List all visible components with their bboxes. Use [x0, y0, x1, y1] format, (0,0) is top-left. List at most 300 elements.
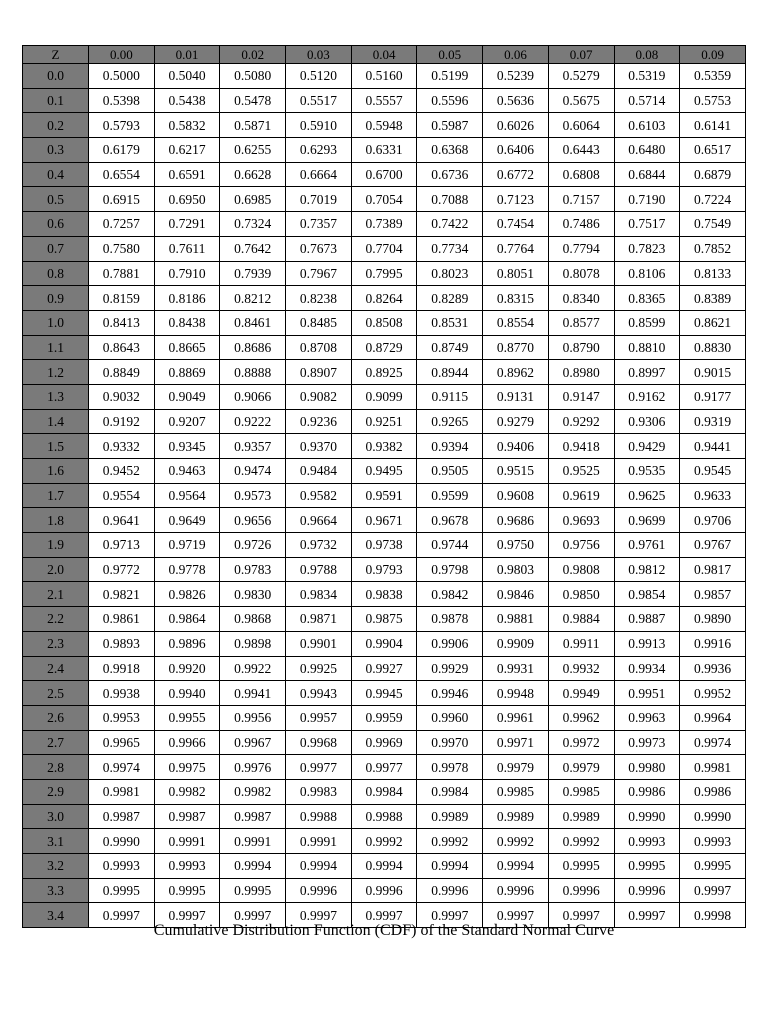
probability-cell: 0.9826 — [154, 582, 220, 607]
probability-cell: 0.9693 — [548, 508, 614, 533]
probability-cell: 0.8078 — [548, 261, 614, 286]
probability-cell: 0.5517 — [286, 88, 352, 113]
probability-cell: 0.6879 — [680, 162, 746, 187]
probability-cell: 0.9997 — [154, 903, 220, 928]
probability-cell: 0.9738 — [351, 533, 417, 558]
probability-cell: 0.8315 — [483, 286, 549, 311]
table-row — [23, 656, 746, 681]
z-column-header: Z — [23, 46, 89, 64]
z-value-cell: 2.7 — [23, 730, 89, 755]
probability-cell: 0.6217 — [154, 138, 220, 163]
probability-cell: 0.8869 — [154, 360, 220, 385]
probability-cell: 0.7324 — [220, 212, 286, 237]
probability-cell: 0.9911 — [548, 631, 614, 656]
probability-cell: 0.5398 — [89, 88, 155, 113]
probability-cell: 0.7123 — [483, 187, 549, 212]
probability-cell: 0.9671 — [351, 508, 417, 533]
z-value-cell: 0.6 — [23, 212, 89, 237]
probability-cell: 0.9207 — [154, 409, 220, 434]
probability-cell: 0.9951 — [614, 681, 680, 706]
probability-cell: 0.6331 — [351, 138, 417, 163]
probability-cell: 0.8944 — [417, 360, 483, 385]
probability-cell: 0.9949 — [548, 681, 614, 706]
column-header: 0.07 — [548, 46, 614, 64]
column-header: 0.09 — [680, 46, 746, 64]
z-value-cell: 1.4 — [23, 409, 89, 434]
probability-cell: 0.5636 — [483, 88, 549, 113]
probability-cell: 0.9535 — [614, 459, 680, 484]
probability-cell: 0.9986 — [614, 779, 680, 804]
probability-cell: 0.9265 — [417, 409, 483, 434]
probability-cell: 0.9864 — [154, 607, 220, 632]
probability-cell: 0.9920 — [154, 656, 220, 681]
probability-cell: 0.9906 — [417, 631, 483, 656]
probability-cell: 0.9936 — [680, 656, 746, 681]
probability-cell: 0.9904 — [351, 631, 417, 656]
probability-cell: 0.9893 — [89, 631, 155, 656]
probability-cell: 0.9968 — [286, 730, 352, 755]
probability-cell: 0.5279 — [548, 64, 614, 89]
probability-cell: 0.8907 — [286, 360, 352, 385]
probability-cell: 0.9952 — [680, 681, 746, 706]
table-row — [23, 779, 746, 804]
probability-cell: 0.5040 — [154, 64, 220, 89]
probability-cell: 0.7794 — [548, 236, 614, 261]
probability-cell: 0.6293 — [286, 138, 352, 163]
probability-cell: 0.9545 — [680, 459, 746, 484]
probability-cell: 0.9977 — [351, 755, 417, 780]
probability-cell: 0.9953 — [89, 705, 155, 730]
z-value-cell: 2.5 — [23, 681, 89, 706]
z-value-cell: 0.8 — [23, 261, 89, 286]
probability-cell: 0.9990 — [680, 804, 746, 829]
table-row — [23, 310, 746, 335]
z-value-cell: 3.1 — [23, 829, 89, 854]
probability-cell: 0.8389 — [680, 286, 746, 311]
probability-cell: 0.7291 — [154, 212, 220, 237]
probability-cell: 0.9984 — [351, 779, 417, 804]
table-header — [23, 46, 746, 64]
probability-cell: 0.8340 — [548, 286, 614, 311]
probability-cell: 0.9656 — [220, 508, 286, 533]
probability-cell: 0.9726 — [220, 533, 286, 558]
probability-cell: 0.9970 — [417, 730, 483, 755]
probability-cell: 0.9573 — [220, 483, 286, 508]
z-value-cell: 2.4 — [23, 656, 89, 681]
probability-cell: 0.8264 — [351, 286, 417, 311]
probability-cell: 0.9608 — [483, 483, 549, 508]
probability-cell: 0.9633 — [680, 483, 746, 508]
probability-cell: 0.8729 — [351, 335, 417, 360]
probability-cell: 0.5080 — [220, 64, 286, 89]
probability-cell: 0.9756 — [548, 533, 614, 558]
probability-cell: 0.5557 — [351, 88, 417, 113]
probability-cell: 0.6141 — [680, 113, 746, 138]
probability-cell: 0.8289 — [417, 286, 483, 311]
probability-cell: 0.9997 — [614, 903, 680, 928]
table-row — [23, 187, 746, 212]
probability-cell: 0.8643 — [89, 335, 155, 360]
probability-cell: 0.9812 — [614, 557, 680, 582]
probability-cell: 0.9664 — [286, 508, 352, 533]
probability-cell: 0.9992 — [548, 829, 614, 854]
probability-cell: 0.9996 — [351, 878, 417, 903]
probability-cell: 0.7734 — [417, 236, 483, 261]
probability-cell: 0.9719 — [154, 533, 220, 558]
probability-cell: 0.9984 — [417, 779, 483, 804]
probability-cell: 0.9938 — [89, 681, 155, 706]
probability-cell: 0.8925 — [351, 360, 417, 385]
probability-cell: 0.9767 — [680, 533, 746, 558]
probability-cell: 0.6026 — [483, 113, 549, 138]
table-row — [23, 730, 746, 755]
probability-cell: 0.9382 — [351, 434, 417, 459]
probability-cell: 0.9993 — [89, 854, 155, 879]
table-row — [23, 261, 746, 286]
probability-cell: 0.9991 — [154, 829, 220, 854]
probability-cell: 0.8485 — [286, 310, 352, 335]
probability-cell: 0.5793 — [89, 113, 155, 138]
probability-cell: 0.9222 — [220, 409, 286, 434]
probability-cell: 0.7823 — [614, 236, 680, 261]
z-value-cell: 1.7 — [23, 483, 89, 508]
probability-cell: 0.9706 — [680, 508, 746, 533]
probability-cell: 0.9406 — [483, 434, 549, 459]
probability-cell: 0.9988 — [286, 804, 352, 829]
probability-cell: 0.9995 — [548, 854, 614, 879]
column-header: 0.05 — [417, 46, 483, 64]
probability-cell: 0.9821 — [89, 582, 155, 607]
probability-cell: 0.9732 — [286, 533, 352, 558]
probability-cell: 0.6443 — [548, 138, 614, 163]
probability-cell: 0.9803 — [483, 557, 549, 582]
probability-cell: 0.9292 — [548, 409, 614, 434]
probability-cell: 0.9983 — [286, 779, 352, 804]
probability-cell: 0.9875 — [351, 607, 417, 632]
probability-cell: 0.8023 — [417, 261, 483, 286]
probability-cell: 0.9861 — [89, 607, 155, 632]
probability-cell: 0.9846 — [483, 582, 549, 607]
probability-cell: 0.9969 — [351, 730, 417, 755]
z-value-cell: 1.3 — [23, 384, 89, 409]
probability-cell: 0.9934 — [614, 656, 680, 681]
probability-cell: 0.9871 — [286, 607, 352, 632]
probability-cell: 0.6985 — [220, 187, 286, 212]
probability-cell: 0.9082 — [286, 384, 352, 409]
probability-cell: 0.9960 — [417, 705, 483, 730]
probability-cell: 0.5987 — [417, 113, 483, 138]
probability-cell: 0.9147 — [548, 384, 614, 409]
table-row — [23, 212, 746, 237]
probability-cell: 0.9988 — [351, 804, 417, 829]
probability-cell: 0.7088 — [417, 187, 483, 212]
probability-cell: 0.9995 — [614, 854, 680, 879]
z-value-cell: 2.3 — [23, 631, 89, 656]
table-row — [23, 236, 746, 261]
table-row — [23, 508, 746, 533]
probability-cell: 0.9834 — [286, 582, 352, 607]
probability-cell: 0.7704 — [351, 236, 417, 261]
probability-cell: 0.8106 — [614, 261, 680, 286]
probability-cell: 0.7019 — [286, 187, 352, 212]
probability-cell: 0.9868 — [220, 607, 286, 632]
probability-cell: 0.9582 — [286, 483, 352, 508]
probability-cell: 0.9997 — [351, 903, 417, 928]
probability-cell: 0.8665 — [154, 335, 220, 360]
probability-cell: 0.9515 — [483, 459, 549, 484]
probability-cell: 0.8686 — [220, 335, 286, 360]
probability-cell: 0.5753 — [680, 88, 746, 113]
probability-cell: 0.8238 — [286, 286, 352, 311]
probability-cell: 0.9913 — [614, 631, 680, 656]
probability-cell: 0.9987 — [154, 804, 220, 829]
probability-cell: 0.7389 — [351, 212, 417, 237]
probability-cell: 0.8159 — [89, 286, 155, 311]
probability-cell: 0.8749 — [417, 335, 483, 360]
probability-cell: 0.9979 — [483, 755, 549, 780]
probability-cell: 0.8888 — [220, 360, 286, 385]
probability-cell: 0.8790 — [548, 335, 614, 360]
column-header: 0.04 — [351, 46, 417, 64]
probability-cell: 0.8413 — [89, 310, 155, 335]
probability-cell: 0.9996 — [614, 878, 680, 903]
probability-cell: 0.9993 — [614, 829, 680, 854]
z-value-cell: 0.2 — [23, 113, 89, 138]
probability-cell: 0.7224 — [680, 187, 746, 212]
probability-cell: 0.9817 — [680, 557, 746, 582]
probability-cell: 0.9394 — [417, 434, 483, 459]
probability-cell: 0.9554 — [89, 483, 155, 508]
probability-cell: 0.8554 — [483, 310, 549, 335]
probability-cell: 0.9115 — [417, 384, 483, 409]
probability-cell: 0.5120 — [286, 64, 352, 89]
probability-cell: 0.9049 — [154, 384, 220, 409]
probability-cell: 0.9975 — [154, 755, 220, 780]
probability-cell: 0.7764 — [483, 236, 549, 261]
probability-cell: 0.9929 — [417, 656, 483, 681]
table-row — [23, 162, 746, 187]
probability-cell: 0.7054 — [351, 187, 417, 212]
probability-cell: 0.9994 — [220, 854, 286, 879]
probability-cell: 0.8962 — [483, 360, 549, 385]
probability-cell: 0.9980 — [614, 755, 680, 780]
probability-cell: 0.9850 — [548, 582, 614, 607]
probability-cell: 0.9994 — [483, 854, 549, 879]
probability-cell: 0.9995 — [680, 854, 746, 879]
probability-cell: 0.6628 — [220, 162, 286, 187]
probability-cell: 0.9990 — [614, 804, 680, 829]
probability-cell: 0.9957 — [286, 705, 352, 730]
probability-cell: 0.9956 — [220, 705, 286, 730]
probability-cell: 0.9798 — [417, 557, 483, 582]
table-row — [23, 64, 746, 89]
probability-cell: 0.9306 — [614, 409, 680, 434]
probability-cell: 0.9948 — [483, 681, 549, 706]
probability-cell: 0.9964 — [680, 705, 746, 730]
z-value-cell: 1.8 — [23, 508, 89, 533]
probability-cell: 0.9357 — [220, 434, 286, 459]
probability-cell: 0.9998 — [680, 903, 746, 928]
probability-cell: 0.8708 — [286, 335, 352, 360]
probability-cell: 0.9890 — [680, 607, 746, 632]
probability-cell: 0.9251 — [351, 409, 417, 434]
probability-cell: 0.9994 — [417, 854, 483, 879]
probability-cell: 0.9505 — [417, 459, 483, 484]
column-header: 0.06 — [483, 46, 549, 64]
probability-cell: 0.9992 — [351, 829, 417, 854]
table-row — [23, 705, 746, 730]
probability-cell: 0.8461 — [220, 310, 286, 335]
probability-cell: 0.9854 — [614, 582, 680, 607]
z-value-cell: 2.6 — [23, 705, 89, 730]
probability-cell: 0.9972 — [548, 730, 614, 755]
table-caption: Cumulative Distribution Function (CDF) of the Standard Normal Curve — [153, 922, 615, 939]
z-value-cell: 0.0 — [23, 64, 89, 89]
z-value-cell: 1.6 — [23, 459, 89, 484]
probability-cell: 0.8531 — [417, 310, 483, 335]
probability-cell: 0.6915 — [89, 187, 155, 212]
z-value-cell: 0.3 — [23, 138, 89, 163]
probability-cell: 0.9830 — [220, 582, 286, 607]
table-body — [23, 64, 746, 928]
probability-cell: 0.9989 — [548, 804, 614, 829]
probability-cell: 0.9997 — [680, 878, 746, 903]
probability-cell: 0.9996 — [483, 878, 549, 903]
table-row — [23, 113, 746, 138]
probability-cell: 0.9997 — [548, 903, 614, 928]
probability-cell: 0.7486 — [548, 212, 614, 237]
probability-cell: 0.9319 — [680, 409, 746, 434]
probability-cell: 0.9992 — [417, 829, 483, 854]
probability-cell: 0.7157 — [548, 187, 614, 212]
probability-cell: 0.7517 — [614, 212, 680, 237]
z-value-cell: 1.1 — [23, 335, 89, 360]
probability-cell: 0.9641 — [89, 508, 155, 533]
table-row — [23, 434, 746, 459]
probability-cell: 0.9525 — [548, 459, 614, 484]
probability-cell: 0.9909 — [483, 631, 549, 656]
probability-cell: 0.5319 — [614, 64, 680, 89]
probability-cell: 0.5160 — [351, 64, 417, 89]
probability-cell: 0.8508 — [351, 310, 417, 335]
probability-cell: 0.9066 — [220, 384, 286, 409]
probability-cell: 0.9678 — [417, 508, 483, 533]
probability-cell: 0.7580 — [89, 236, 155, 261]
probability-cell: 0.7454 — [483, 212, 549, 237]
probability-cell: 0.9976 — [220, 755, 286, 780]
probability-cell: 0.9474 — [220, 459, 286, 484]
probability-cell: 0.9967 — [220, 730, 286, 755]
probability-cell: 0.5948 — [351, 113, 417, 138]
table-row — [23, 681, 746, 706]
probability-cell: 0.9991 — [286, 829, 352, 854]
probability-cell: 0.9974 — [89, 755, 155, 780]
z-value-cell: 2.9 — [23, 779, 89, 804]
probability-cell: 0.9564 — [154, 483, 220, 508]
table-row — [23, 409, 746, 434]
probability-cell: 0.8621 — [680, 310, 746, 335]
probability-cell: 0.6554 — [89, 162, 155, 187]
probability-cell: 0.7642 — [220, 236, 286, 261]
probability-cell: 0.5832 — [154, 113, 220, 138]
probability-cell: 0.9979 — [548, 755, 614, 780]
probability-cell: 0.9901 — [286, 631, 352, 656]
z-value-cell: 1.0 — [23, 310, 89, 335]
probability-cell: 0.8438 — [154, 310, 220, 335]
probability-cell: 0.8212 — [220, 286, 286, 311]
probability-cell: 0.8133 — [680, 261, 746, 286]
probability-cell: 0.9857 — [680, 582, 746, 607]
probability-cell: 0.9997 — [89, 903, 155, 928]
column-header: 0.00 — [89, 46, 155, 64]
probability-cell: 0.9750 — [483, 533, 549, 558]
probability-cell: 0.5359 — [680, 64, 746, 89]
probability-cell: 0.9495 — [351, 459, 417, 484]
probability-cell: 0.9484 — [286, 459, 352, 484]
probability-cell: 0.9994 — [286, 854, 352, 879]
probability-cell: 0.9981 — [680, 755, 746, 780]
probability-cell: 0.9925 — [286, 656, 352, 681]
probability-cell: 0.9370 — [286, 434, 352, 459]
z-value-cell: 3.2 — [23, 854, 89, 879]
probability-cell: 0.9699 — [614, 508, 680, 533]
table-row — [23, 286, 746, 311]
probability-cell: 0.9996 — [417, 878, 483, 903]
probability-cell: 0.9986 — [680, 779, 746, 804]
probability-cell: 0.6517 — [680, 138, 746, 163]
column-header: 0.02 — [220, 46, 286, 64]
probability-cell: 0.9838 — [351, 582, 417, 607]
table-row — [23, 483, 746, 508]
probability-cell: 0.9783 — [220, 557, 286, 582]
probability-cell: 0.9744 — [417, 533, 483, 558]
probability-cell: 0.5910 — [286, 113, 352, 138]
column-header: 0.01 — [154, 46, 220, 64]
probability-cell: 0.6103 — [614, 113, 680, 138]
probability-cell: 0.8980 — [548, 360, 614, 385]
probability-cell: 0.5675 — [548, 88, 614, 113]
probability-cell: 0.5000 — [89, 64, 155, 89]
probability-cell: 0.8051 — [483, 261, 549, 286]
probability-cell: 0.7852 — [680, 236, 746, 261]
probability-cell: 0.9713 — [89, 533, 155, 558]
probability-cell: 0.9332 — [89, 434, 155, 459]
probability-cell: 0.5239 — [483, 64, 549, 89]
probability-cell: 0.6844 — [614, 162, 680, 187]
probability-cell: 0.9878 — [417, 607, 483, 632]
probability-cell: 0.9772 — [89, 557, 155, 582]
column-header: 0.03 — [286, 46, 352, 64]
probability-cell: 0.6700 — [351, 162, 417, 187]
probability-cell: 0.7422 — [417, 212, 483, 237]
probability-cell: 0.6591 — [154, 162, 220, 187]
probability-cell: 0.8577 — [548, 310, 614, 335]
probability-cell: 0.9959 — [351, 705, 417, 730]
probability-cell: 0.6772 — [483, 162, 549, 187]
probability-cell: 0.6480 — [614, 138, 680, 163]
probability-cell: 0.7967 — [286, 261, 352, 286]
column-header: 0.08 — [614, 46, 680, 64]
probability-cell: 0.8830 — [680, 335, 746, 360]
table-row — [23, 804, 746, 829]
probability-cell: 0.9887 — [614, 607, 680, 632]
probability-cell: 0.9974 — [680, 730, 746, 755]
probability-cell: 0.9943 — [286, 681, 352, 706]
probability-cell: 0.9963 — [614, 705, 680, 730]
probability-cell: 0.7881 — [89, 261, 155, 286]
probability-cell: 0.9931 — [483, 656, 549, 681]
probability-cell: 0.7611 — [154, 236, 220, 261]
